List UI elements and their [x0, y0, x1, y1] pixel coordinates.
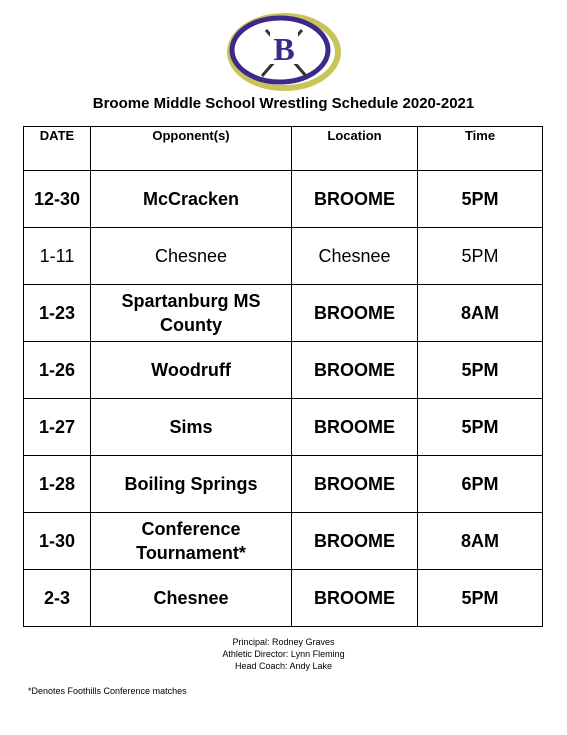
table-row: [24, 570, 543, 627]
cell-location: BROOME: [292, 285, 418, 342]
footnote: *Denotes Foothills Conference matches: [28, 686, 187, 696]
athletic-director-line: Athletic Director: Lynn Fleming: [222, 649, 345, 659]
cell-location: BROOME: [292, 399, 418, 456]
cell-time: 5PM: [418, 570, 543, 627]
cell-date: 1-11: [24, 228, 91, 285]
broome-logo-icon: [226, 12, 342, 92]
cell-opponent: Sims: [91, 399, 292, 456]
cell-date: 1-28: [24, 456, 91, 513]
table-row: [24, 285, 543, 342]
head-coach-line: Head Coach: Andy Lake: [234, 661, 333, 671]
cell-opponent: Spartanburg MS County: [91, 285, 292, 342]
header-location: Location: [292, 127, 418, 171]
cell-location: BROOME: [292, 570, 418, 627]
principal-line: Principal: Rodney Graves: [232, 637, 335, 647]
cell-time: 5PM: [418, 228, 543, 285]
cell-date: 1-23: [24, 285, 91, 342]
cell-location: BROOME: [292, 456, 418, 513]
cell-location: Chesnee: [292, 228, 418, 285]
staff-footer: [0, 636, 567, 672]
table-row: [24, 342, 543, 399]
page-title: Broome Middle School Wrestling Schedule 2020-2021: [92, 95, 475, 112]
cell-date: 1-26: [24, 342, 91, 399]
cell-time: 8AM: [418, 285, 543, 342]
cell-location: BROOME: [292, 171, 418, 228]
cell-opponent: Boiling Springs: [91, 456, 292, 513]
header-opponent: Opponent(s): [91, 127, 292, 171]
cell-opponent: Conference Tournament*: [91, 513, 292, 570]
header-time: Time: [418, 127, 543, 171]
table-row: [24, 456, 543, 513]
logo-letter: B: [273, 31, 295, 67]
cell-date: 12-30: [24, 171, 91, 228]
table-row: [24, 228, 543, 285]
cell-date: 1-27: [24, 399, 91, 456]
cell-opponent: McCracken: [91, 171, 292, 228]
cell-location: BROOME: [292, 342, 418, 399]
header-date: DATE: [24, 127, 91, 171]
cell-time: 5PM: [418, 171, 543, 228]
table-row: [24, 399, 543, 456]
cell-time: 8AM: [418, 513, 543, 570]
cell-time: 5PM: [418, 399, 543, 456]
schedule-table: [23, 126, 543, 627]
cell-opponent: Woodruff: [91, 342, 292, 399]
cell-location: BROOME: [292, 513, 418, 570]
cell-opponent: Chesnee: [91, 570, 292, 627]
cell-time: 5PM: [418, 342, 543, 399]
cell-date: 2-3: [24, 570, 91, 627]
table-row: [24, 513, 543, 570]
cell-opponent: Chesnee: [91, 228, 292, 285]
header-row: [24, 127, 543, 171]
cell-date: 1-30: [24, 513, 91, 570]
table-row: [24, 171, 543, 228]
cell-time: 6PM: [418, 456, 543, 513]
